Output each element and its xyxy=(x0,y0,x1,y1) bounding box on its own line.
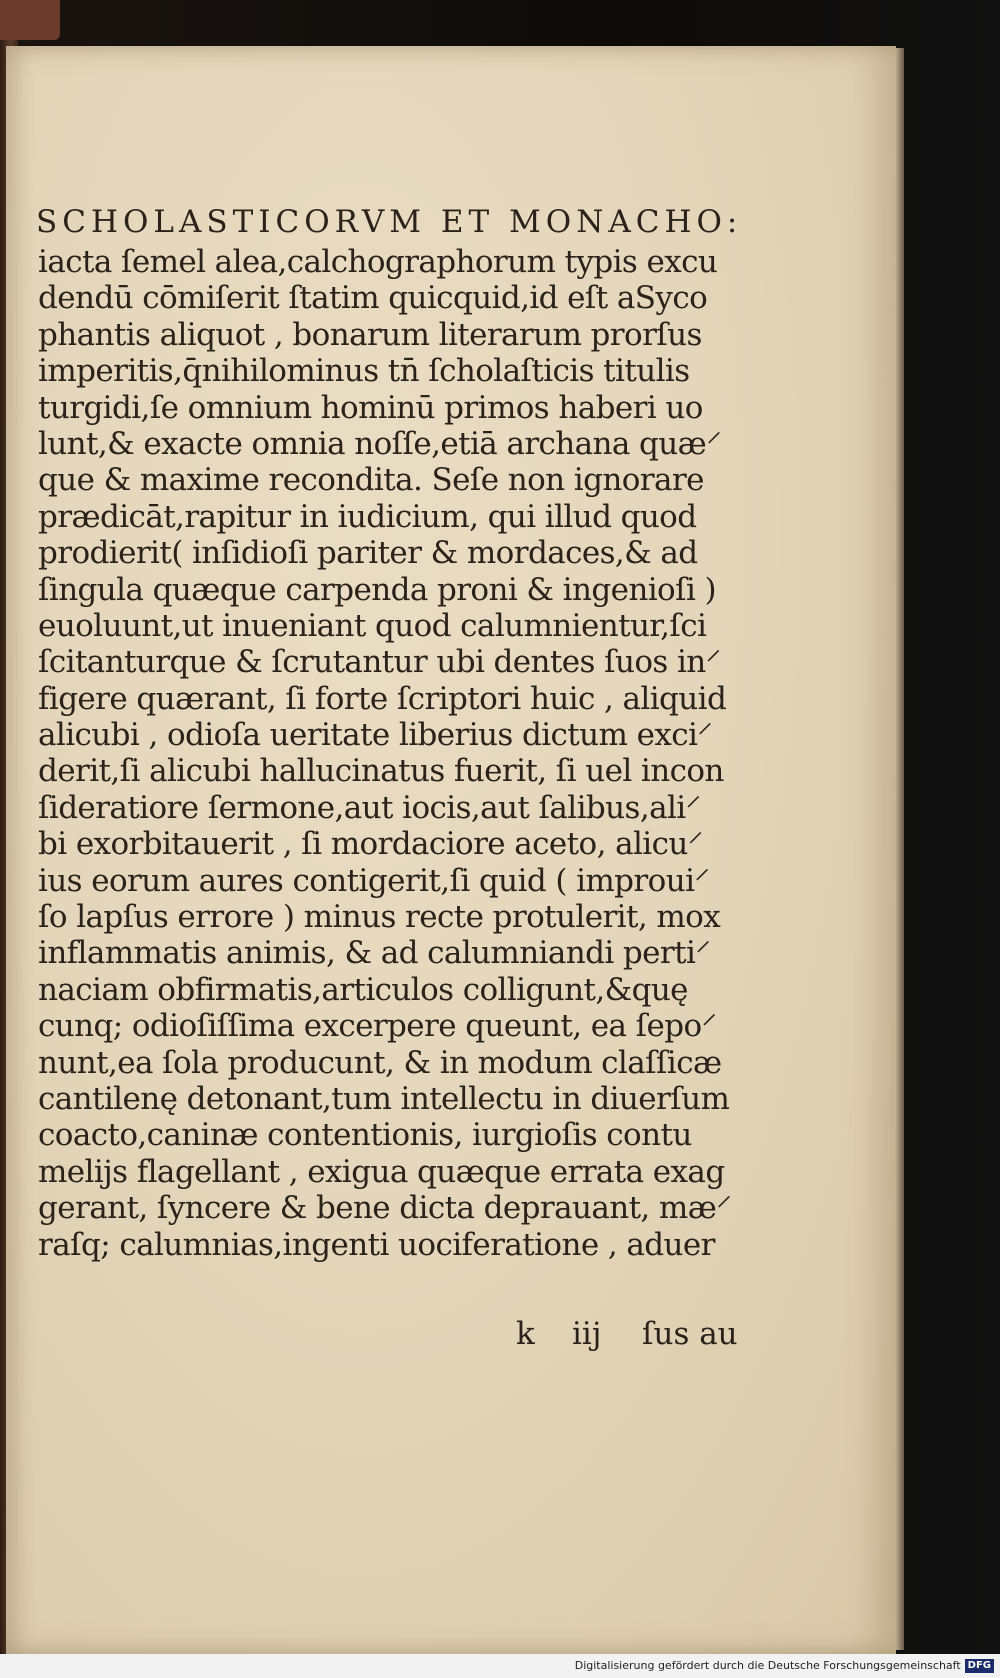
text-line: gerant, ſyncere & bene dicta deprauant, mæ⸍ xyxy=(38,1190,732,1227)
text-line: cunq; odioſiſſima excerpere queunt, ea ſepo⸍ xyxy=(38,1008,717,1045)
digitization-footer xyxy=(0,1654,1000,1678)
text-line: raſq; calumnias,ingenti uociferatione , aduer xyxy=(38,1226,715,1263)
text-line: ius eorum aures contigerit,ſi quid ( improui⸍ xyxy=(38,862,710,899)
text-line: iacta ſemel alea,calchographorum typis excu xyxy=(38,244,718,280)
page-text xyxy=(36,200,743,1263)
footer-credit: Digitalisierung gefördert durch die Deutsche Forschungsgemeinschaft xyxy=(574,1659,961,1672)
text-line: nunt,ea ſola producunt, & in modum claſſicæ xyxy=(38,1044,722,1081)
text-line: cantilenę detonant,tum intellectu in diuerſum xyxy=(38,1080,730,1117)
text-line: ſcitanturque & ſcrutantur ubi dentes ſuos in⸍ xyxy=(38,644,721,681)
signature-number: iij xyxy=(572,1316,602,1352)
running-head: SCHOLASTICORVM ET MONACHO: xyxy=(36,204,743,240)
text-line: turgidi,ſe omnium hominū primos haberi uo xyxy=(38,389,703,426)
text-line: ſingula quæque carpenda proni & ingenioſi ) xyxy=(38,571,717,608)
text-line: inflammatis animis, & ad calumniandi perti⸍ xyxy=(38,935,711,972)
catchword: ſus au xyxy=(642,1316,738,1352)
text-line: bi exorbitauerit , ſi mordaciore aceto, alicu⸍ xyxy=(38,826,703,863)
text-line: lunt,& exacte omnia noſſe,etiā archana quæ⸍ xyxy=(38,425,722,462)
text-line: que & maxime recondita. Seſe non ignorare xyxy=(38,462,704,499)
dfg-logo: DFG xyxy=(965,1659,994,1673)
text-line: ſideratiore ſermone,aut iocis,aut ſalibus,ali⸍ xyxy=(38,789,701,826)
text-line: euoluunt,ut inueniant quod calumnientur,ſci xyxy=(38,607,707,644)
text-line: alicubi , odioſa ueritate liberius dictum exci⸍ xyxy=(38,717,713,754)
text-line: prodierit( inſidioſi pariter & mordaces,& ad xyxy=(38,535,698,572)
signature-line xyxy=(516,1316,738,1352)
text-line: imperitis,q̄nihilominus tn̄ ſcholaſticis titulis xyxy=(38,353,690,390)
text-line: ſo lapſus errore ) minus recte protulerit, mox xyxy=(38,899,721,936)
text-line: figere quærant, ſi forte ſcriptori huic , aliquid xyxy=(38,680,727,717)
text-line: naciam obfirmatis,articulos colligunt,&quę xyxy=(38,971,688,1008)
text-line: phantis aliquot , bonarum literarum prorſus xyxy=(38,316,702,353)
text-line: derit,ſi alicubi hallucinatus fuerit, ſi uel incon xyxy=(38,753,724,790)
text-line: prædicāt,rapitur in iudicium, qui illud quod xyxy=(38,498,697,535)
binding-corner xyxy=(0,0,60,40)
text-line: coacto,caninæ contentionis, iurgioſis contu xyxy=(38,1117,692,1154)
text-line: dendū cōmiſerit ſtatim quicquid,id eſt aSyco xyxy=(38,280,708,317)
signature-mark: k xyxy=(516,1316,535,1352)
text-line: melijs flagellant , exigua quæque errata exag xyxy=(38,1153,725,1190)
page-edge xyxy=(896,48,904,1650)
